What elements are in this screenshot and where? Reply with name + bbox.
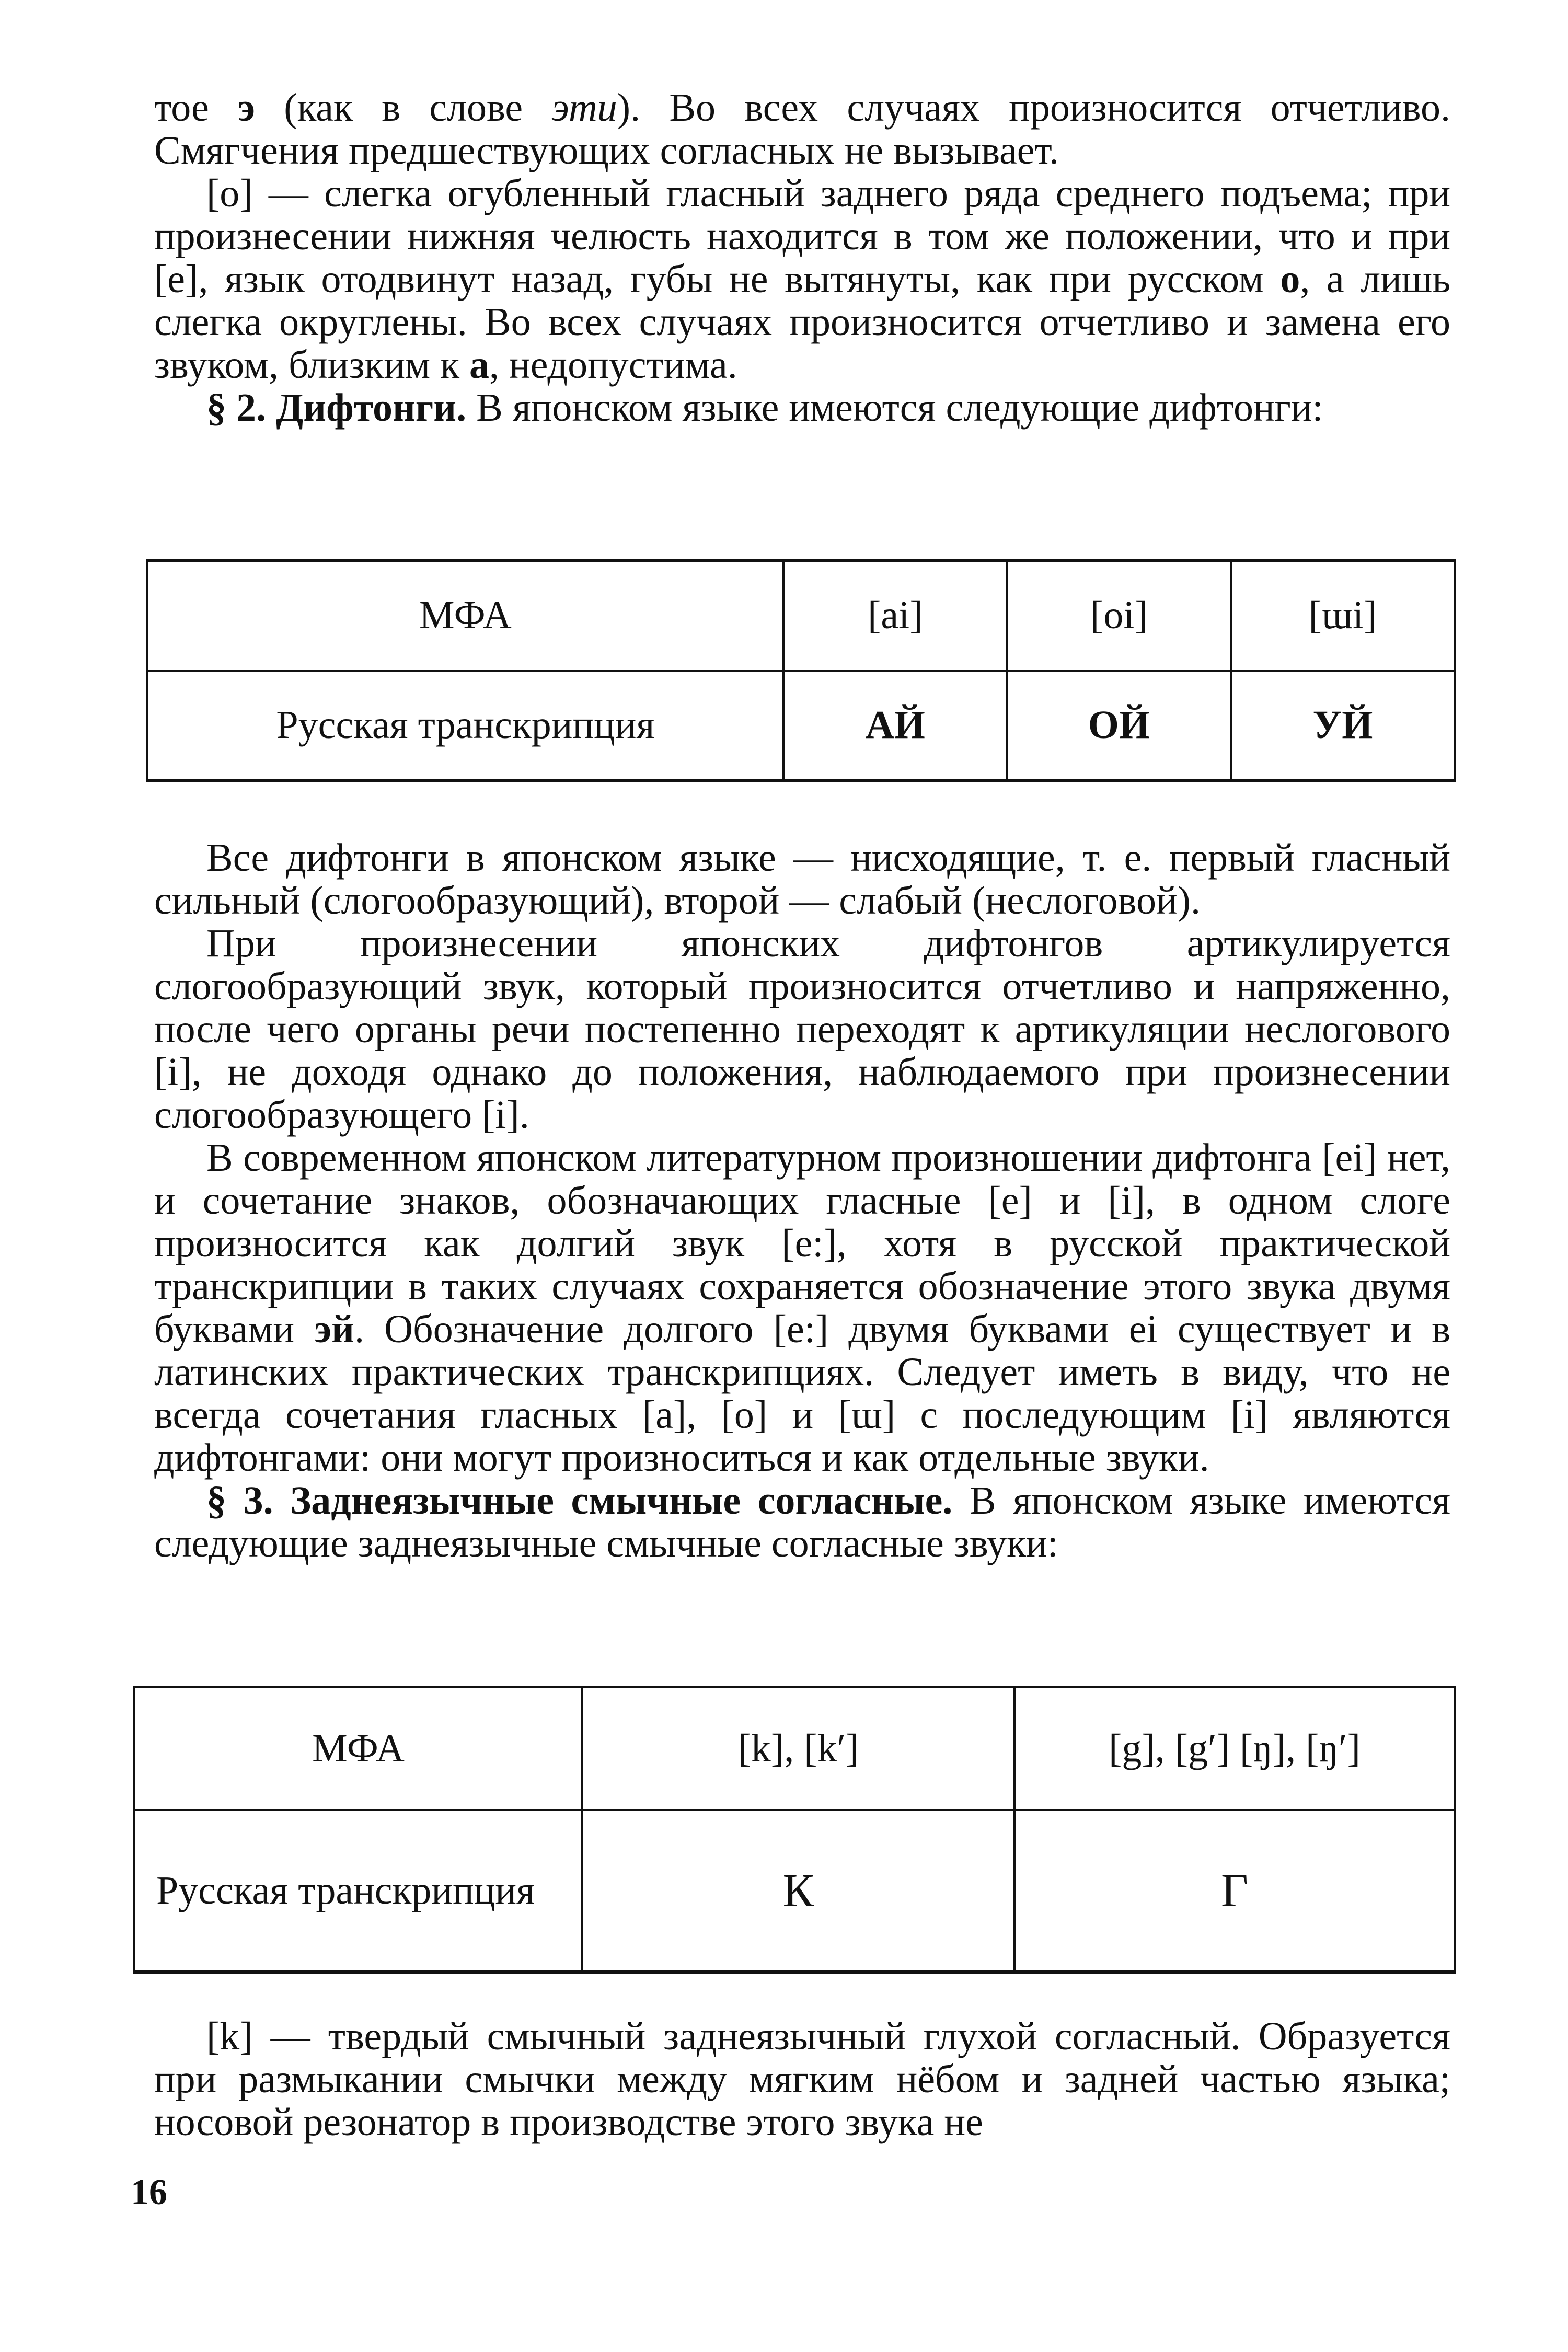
text-run: В японском языке имеются следующие заднеязычные смычные согласные звуки: (154, 1479, 1450, 1565)
text-run: а (469, 343, 490, 387)
paragraph (154, 86, 1450, 172)
text-block-top (154, 86, 1450, 429)
consonant-header-g: [g], [g′] [ŋ], [ŋ′] (1014, 1687, 1455, 1810)
text-run: В японском языке имеются следующие дифтонги: (466, 386, 1323, 430)
diphthong-table (146, 559, 1456, 782)
consonant-table (133, 1686, 1456, 1974)
diphthong-value-ui: УЙ (1231, 671, 1455, 780)
paragraph (154, 2015, 1450, 2143)
consonant-header-ipa: МФА (134, 1687, 582, 1810)
text-run: ). Во всех случаях произносится отчетливо. Смягчения предшествующих согласных не вызывает. (154, 86, 1451, 172)
paragraph (154, 922, 1450, 1136)
diphthong-header-ai: [ai] (783, 561, 1007, 671)
paragraph (154, 1136, 1450, 1479)
consonant-header-k: [k], [k′] (582, 1687, 1014, 1810)
diphthong-value-oi: ОЙ (1007, 671, 1231, 780)
text-run: о (1280, 257, 1300, 301)
text-block-bottom (154, 2015, 1450, 2143)
text-run: В современном японском литературном произношении дифтонга [ei] нет, и сочетание знаков, обозначающих гласные [e] и [i], в одном слоге произносится как долгий звук [e:], хотя в русской практической транскрипции в таких случаях сохраняется обозначение этого звука двумя буквами (154, 1136, 1450, 1351)
text-run: , а лишь слегка округлены. Во всех случаях произносится отчетливо и замена его звуком, близким к (154, 257, 1450, 387)
text-run: эти (551, 86, 617, 130)
text-run: Все дифтонги в японском языке — нисходящие, т. е. первый гласный сильный (слогообразующий), второй — слабый (неслоговой). (154, 836, 1450, 923)
text-run: , недопустима. (489, 343, 737, 387)
diphthong-header-oi: [oi] (1007, 561, 1231, 671)
text-run: При произнесении японских дифтонгов артикулируется слогообразующий звук, который произносится отчетливо и напряженно, после чего органы речи постепенно переходят к артикуляции неслогового [i], не доходя однако до положения, наблюдаемого при произнесении слогообразующего [i]. (154, 921, 1450, 1137)
text-run: [k] — твердый смычный заднеязычный глухой согласный. Образуется при размыкании смычки между мягким нёбом и задней частью языка; носовой резонатор в производстве этого звука не (154, 2014, 1450, 2144)
consonant-value-k: К (582, 1810, 1014, 1972)
paragraph (154, 836, 1450, 922)
paragraph (154, 386, 1450, 429)
diphthong-row-label: Русская транскрипция (147, 671, 783, 780)
paragraph (154, 1479, 1450, 1565)
diphthong-header-ui: [ɯi] (1231, 561, 1455, 671)
text-run: эй (314, 1307, 354, 1351)
text-run: § 3. Заднеязычные смычные согласные. (206, 1479, 953, 1523)
text-run: э (238, 86, 255, 130)
paragraph (154, 172, 1450, 386)
diphthong-header-ipa: МФА (147, 561, 783, 671)
text-run: . Обозначение долгого [e:] двумя буквами ei существует и в латинских практических транскрипциях. Следует иметь в виду, что не всегда сочетания гласных [a], [o] и [ɯ] с последующим [i] являются дифтонгами: они могут произноситься и как отдельные звуки. (154, 1307, 1450, 1480)
text-run: (как в слове (255, 86, 552, 130)
text-run: § 2. Дифтонги. (206, 386, 467, 430)
page-number: 16 (131, 2172, 167, 2212)
text-block-middle (154, 836, 1450, 1565)
diphthong-value-ai: АЙ (783, 671, 1007, 780)
text-run: тое (154, 86, 238, 130)
consonant-value-g: Г (1014, 1810, 1455, 1972)
consonant-row-label: Русская транскрипция (134, 1810, 582, 1972)
text-run: [o] — слегка огубленный гласный заднего ряда среднего подъема; при произнесении нижняя челюсть находится в том же положении, что и при [e], язык отодвинут назад, губы не вытянуты, как при русском (154, 171, 1450, 301)
